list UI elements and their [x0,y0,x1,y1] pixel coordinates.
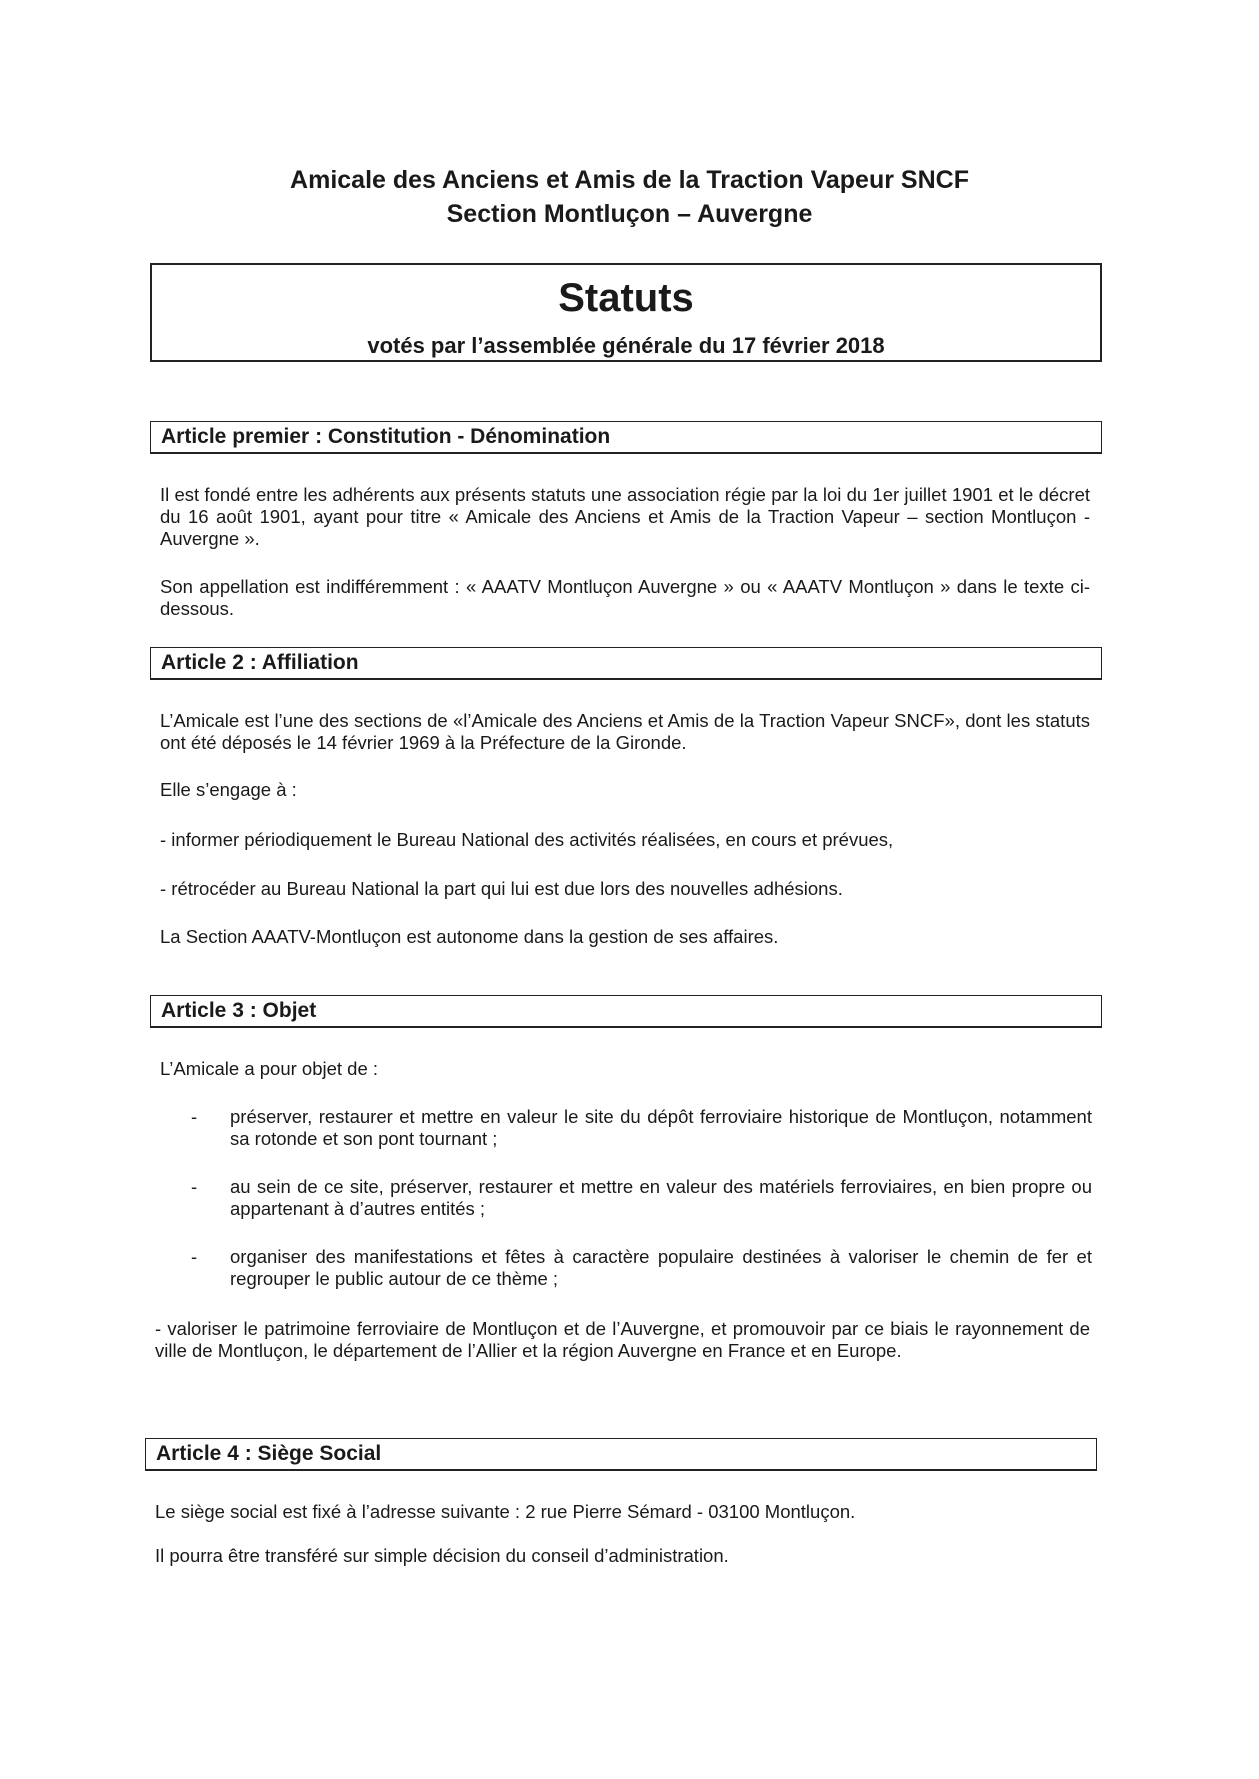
article-4-paragraph-2: Il pourra être transféré sur simple décision du conseil d’administration. [155,1545,729,1566]
organization-name: Amicale des Anciens et Amis de la Traction Vapeur SNCF [290,166,969,194]
article-1-paragraph-2: Son appellation est indifféremment : « AAATV Montluçon Auvergne » ou « AAATV Montluçon » dans le texte ci-dessous. [160,576,1090,619]
document-subtitle: votés par l’assemblée générale du 17 février 2018 [367,333,885,358]
article-2-paragraph-2: Elle s’engage à : [160,779,297,800]
article-3-bullet-3: organiser des manifestations et fêtes à caractère populaire destinées à valoriser le chemin de fer et regrouper le public autour de ce thème ; [230,1246,1092,1289]
bullet-marker: - [191,1246,198,1267]
article-3-intro: L’Amicale a pour objet de : [160,1058,379,1079]
bullet-marker: - [191,1106,198,1127]
article-2-list-item-2: - rétrocéder au Bureau National la part qui lui est due lors des nouvelles adhésions. [160,878,843,899]
article-3-bullet-2: au sein de ce site, préserver, restaurer et mettre en valeur des matériels ferroviaires, en bien propre ou appartenant à d’autres entités ; [230,1176,1092,1219]
article-2-paragraph-3: La Section AAATV-Montluçon est autonome dans la gestion de ses affaires. [160,926,779,947]
article-2-paragraph-1: L’Amicale est l’une des sections de «l’Amicale des Anciens et Amis de la Traction Vapeur SNCF», dont les statuts ont été déposés le 14 février 1969 à la Préfecture de la Gironde. [160,710,1090,753]
article-3-heading: Article 3 : Objet [150,995,1102,1028]
article-1-heading: Article premier : Constitution - Dénomination [150,421,1102,454]
document-title: Statuts [558,276,694,320]
article-4-heading: Article 4 : Siège Social [145,1438,1097,1471]
article-4-paragraph-1: Le siège social est fixé à l’adresse suivante : 2 rue Pierre Sémard - 03100 Montluçon. [155,1501,856,1522]
article-2-heading: Article 2 : Affiliation [150,647,1102,680]
article-1-paragraph-1: Il est fondé entre les adhérents aux présents statuts une association régie par la loi du 1er juillet 1901 et le décret du 16 août 1901, ayant pour titre « Amicale des Anciens et Amis de la Traction Vapeur – section Montluçon - Auvergne ». [160,484,1090,549]
document-title-box [150,263,1102,362]
organization-header [0,163,1259,231]
section-name: Section Montluçon – Auvergne [446,200,813,228]
article-3-bullet-1: préserver, restaurer et mettre en valeur le site du dépôt ferroviaire historique de Montluçon, notamment sa rotonde et son pont tournant ; [230,1106,1092,1149]
article-3-closing-item: - valoriser le patrimoine ferroviaire de Montluçon et de l’Auvergne, et promouvoir par ce biais le rayonnement de ville de Montluçon, le département de l’Allier et la région Auvergne en France et en Europe. [155,1318,1090,1361]
article-2-list-item-1: - informer périodiquement le Bureau National des activités réalisées, en cours et prévues, [160,829,894,850]
bullet-marker: - [191,1176,198,1197]
